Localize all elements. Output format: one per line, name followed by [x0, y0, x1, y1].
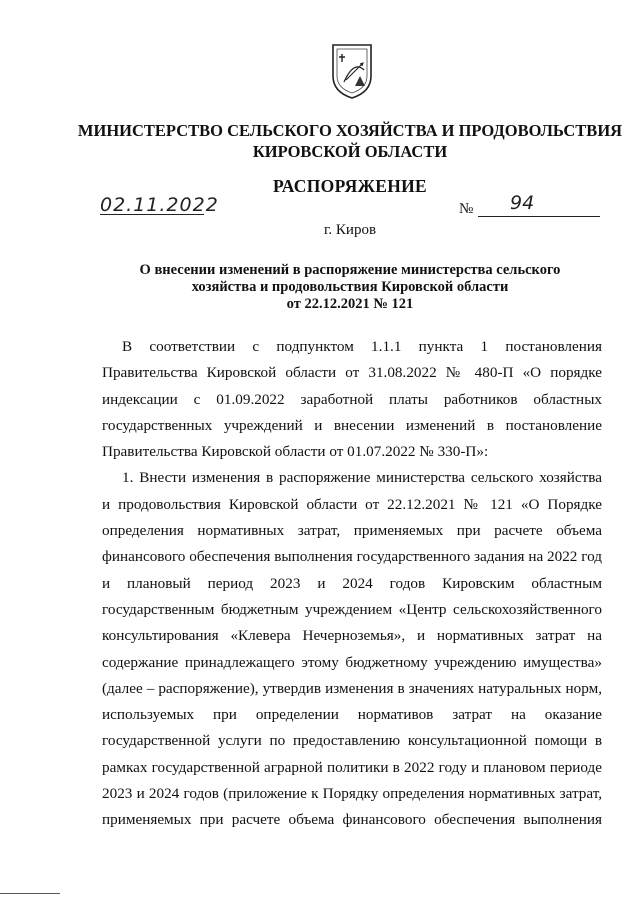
handwritten-date: 02.11.2022 [100, 194, 219, 216]
body-text [102, 334, 602, 834]
subject-heading [100, 262, 600, 313]
body-line: рамках государственной аграрной политики в 2022 году и плановом периоде [102, 758, 602, 776]
number-label: № [459, 201, 474, 217]
body-line: содержание принадлежащего этому бюджетному учреждению имущества» [102, 653, 602, 671]
body-line: применяемых при расчете объема финансового обеспечения выполнения [102, 811, 602, 829]
body-line: консультирования «Клевера Нечерноземья», и нормативных затрат на [102, 627, 602, 645]
body-line: государственной услуги по предоставлению консультационной помощи в [102, 732, 602, 750]
body-line: В соответствии с подпунктом 1.1.1 пункта 1 постановления [122, 338, 602, 355]
body-line: и продовольствия Кировской области от 22.12.2021 № 121 «О Порядке [102, 495, 602, 513]
body-line: и плановый период 2023 и 2024 годов Кировским областным [102, 574, 602, 592]
body-line: Правительства Кировской области от 31.08.2022 № 480-П «О порядке [102, 364, 602, 382]
ministry-title-line2: КИРОВСКОЙ ОБЛАСТИ [252, 142, 448, 161]
body-line: 2023 и 2024 годов (приложение к Порядку определения нормативных затрат, [102, 785, 602, 803]
body-line: определения нормативных затрат, применяемых при расчете объема [102, 522, 602, 540]
body-line: финансового обеспечения выполнения государственного задания на 2022 год [102, 548, 602, 566]
body-line: государственных учреждений и внесении изменений в постановление [102, 416, 602, 434]
document-type: РАСПОРЯЖЕНИЕ [272, 176, 427, 196]
body-line: используемых при определении нормативов затрат на оказание [102, 706, 602, 724]
body-line: Правительства Кировской области от 01.07.2022 № 330-П»: [102, 443, 489, 461]
number-underline [478, 198, 600, 217]
body-line: 1. Внести изменения в распоряжение министерства сельского хозяйства [122, 469, 602, 487]
handwritten-number: 94 [510, 192, 535, 214]
body-line: (далее – распоряжение), утвердив изменения в значениях натуральных норм, [102, 679, 602, 697]
city: г. Киров [323, 222, 377, 238]
coat-of-arms-emblem [330, 42, 374, 100]
ministry-title [60, 120, 640, 162]
subject-line: от 22.12.2021 № 121 [286, 296, 414, 312]
footer-rule [0, 893, 60, 894]
subject-line: О внесении изменений в распоряжение министерства сельского [139, 262, 561, 278]
body-line: государственным бюджетным учреждением «Центр сельскохозяйственного [102, 600, 602, 618]
subject-line: хозяйства и продовольствия Кировской области [191, 279, 509, 295]
body-line: индексации с 01.09.2022 заработной платы работников областных [102, 390, 602, 408]
ministry-title-line1: МИНИСТЕРСТВО СЕЛЬСКОГО ХОЗЯЙСТВА И ПРОДОВОЛЬСТВИЯ [77, 121, 623, 140]
